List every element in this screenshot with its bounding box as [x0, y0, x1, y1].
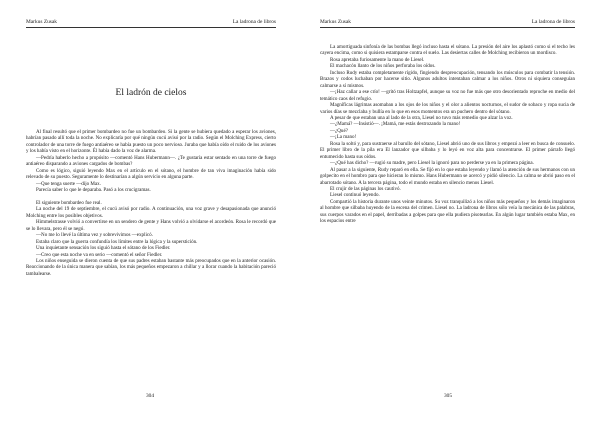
- running-header: [320, 19, 575, 28]
- paragraph: —¡Haz callar a ese crío! —gritó tras Holtzapfel, aunque su voz no fue más que otro desorientado reproche en medio del temático caos del refugio.: [320, 89, 575, 102]
- paragraph: —Pedría haberlo hecho a propósito —comentó Hans Hubermann—. ¿Te gustaría estar sentado en una torre de fuego antiaéreo disparando a aviones cargados de bombas?: [26, 154, 276, 168]
- paragraph: Los niños enseguida se dieron cuenta de que sus padres estaban bastante más preocupados que en la anterior ocasión. Reaccionando de la única manera que sabían, los más pequeños empezaron a chillar y a llorar cuando la habitación pareció tambalearse.: [26, 258, 276, 277]
- header-author: Markus Zusak: [320, 19, 351, 25]
- page-body: [320, 44, 575, 225]
- paragraph: El machacón llanto de los niños perforaba los oídos.: [330, 63, 436, 70]
- right-page: [300, 0, 600, 424]
- header-book-title: La ladrona de libros: [531, 19, 575, 25]
- paragraph: Parecía saber lo que le deparaba. Pasó a los crucigramas.: [36, 187, 151, 194]
- paragraph: Liesel continuó leyendo.: [330, 192, 380, 199]
- paragraph: El crujir de las páginas los cautivó.: [330, 185, 401, 192]
- paragraph: Al final resultó que el primer bombardeo no fue un bombardeo. Si la gente se hubiera quedado a esperar los aviones, habrían pasado allí toda la noche. No explicaría por qué ningún cucú avisó por la radio. Según el Molching Express, cierto controlador de una torre de fuego antiaéreo se había puesto un poco nervioso. Juraba que había oído el ruido de los aviones y los había visto en el horizonte. Él había dado la voz de alarma.: [26, 129, 276, 155]
- paragraph: La amortiguada sinfonía de las bombas llegó incluso hasta el sótano. La presión del aire los aplastó como si el techo les cayera encima, como si quisiera estamparse contra el suelo. Las desiertas calles de Molching recibieron un mordisco.: [320, 44, 575, 57]
- page-number: 305: [443, 393, 453, 399]
- paragraph: —¿Qué?: [330, 127, 348, 134]
- paragraph: —¿Qué has dicho? —rugió su madre, pero Liesel la ignoró para no perderse ya en la primera página.: [330, 160, 534, 167]
- paragraph: Como es lógico, siguió leyendo Max en el artículo en el sótano, el hombre de tan viva imaginación había sido relevado de su puesto. Seguramente lo destinarían a algún servicio en alguna parte.: [26, 167, 276, 181]
- paragraph: Himmelstrasse volvió a convertirse en un sendero de gente y Hans volvió a olvidarse el acordeón. Rosa le recordó que se lo llevara, pero él se negó.: [26, 219, 276, 232]
- paragraph: —¡La mano!: [330, 134, 357, 141]
- header-book-title: La ladrona de libros: [232, 19, 276, 25]
- paragraph: Compartió la historia durante unos veinte minutos. Su voz tranquilizó a los niños más pequeños y los demás imaginaron al hombre que silbaba huyendo de la escena del crimen. Liesel no. La ladrona de libros sólo veía la mecánica de las palabras, sus cuerpos varados en el papel, derribadas a golpes para que ella pudiera pisotearlas. En algún lugar también estaba Max, en los espacios entre: [320, 198, 575, 225]
- paragraph: Rosa la soltó y, para sustraerse al barullo del sótano, Liesel abrió uno de sus libros y empezó a leer en busca de consuelo. El primer libro de la pila era El lanzador que silbaba y lo leyó en voz alta para concentrarse. El primer párrafo llegó entumecido hasta sus oídos.: [320, 140, 575, 160]
- paragraph: Estaba claro que la guerra confundía los límites entre la lógica y la superstición.: [36, 238, 198, 245]
- chapter-title: El ladrón de cielos: [115, 88, 187, 98]
- paragraph: —¿Mamá? —Insistió—. ¡Mamá, me estás destrozando la mano!: [330, 121, 461, 128]
- running-header: [26, 19, 276, 28]
- paragraph: —Creo que esta noche va en serio —comentó el señor Fiedler.: [36, 251, 163, 258]
- paragraph: A pesar de que estaban una al lado de la otra, Liesel no tuvo más remedio que alzar la voz.: [330, 114, 513, 121]
- paragraph: —Que tenga suerte —dijo Max.: [36, 180, 101, 187]
- paragraph: Al pasar a la siguiente, Rudy reparó en ella. Se fijó en lo que estaba leyendo y llamó la atención de sus hermanos con un golpecito en el hombro para que hicieran lo mismo. Hans Hubermann se acercó y pidió silencio. La calma se abrió paso en el abarrotado sótano. A la tercera página, todo el mundo estaba en silencio menos Liesel.: [320, 166, 575, 186]
- page-number: 304: [145, 393, 155, 399]
- paragraph: Una inquietante sensación los siguió hasta el sótano de los Fiedler.: [36, 245, 171, 252]
- paragraph: Rosa apretaba furiosamente la mano de Liesel.: [330, 56, 425, 63]
- paragraph: El siguiente bombardeo fue real.: [36, 199, 102, 206]
- paragraph: La noche del 19 de septiembre, el cucú avisó por radio. A continuación, una voz grave y desapasionada que anunció Molching entre los posibles objetivos.: [26, 206, 276, 219]
- page-body: [26, 129, 276, 277]
- header-author: Markus Zusak: [26, 19, 57, 25]
- paragraph: Magníficas lágrimas asomaban a los ojos de los niños y el olor a alientos nocturnos, el sudor de sobaco y ropa sucia de varios días se mezclaba y bullía en lo que en esos momentos era un puchero dentro del sótano.: [320, 102, 575, 115]
- paragraph: —No me lo llevé la última vez y sobrevivimos —explicó.: [36, 232, 153, 239]
- paragraph: Incluso Rudy estaba completamente rígido, fingiendo despreocupación, tensando los músculos para combatir la tensión. Brazos y codos luchaban por hacerse sitio. Algunos adultos intentaban calmar a los niños. Otros ni siquiera conseguían calmarse a sí mismos.: [320, 69, 575, 89]
